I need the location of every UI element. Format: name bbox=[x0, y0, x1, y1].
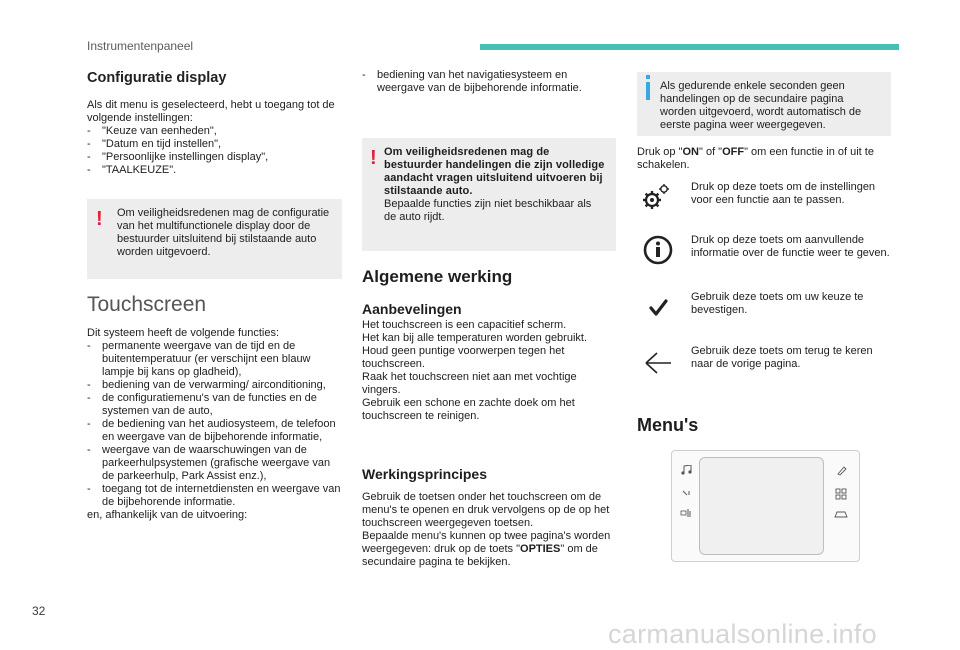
list-item: - weergave van de waarschuwingen van de parkeerhulpsystemen (grafische weergave van de parkeerhulp, Park Assist enz.), bbox=[87, 444, 342, 483]
principles-text-b: " om de secundaire pagina te bekijken. bbox=[362, 543, 598, 568]
list-item: - "TAALKEUZE". bbox=[87, 164, 342, 177]
opties-label: OPTIES bbox=[520, 543, 561, 555]
touchscreen-outro: en, afhankelijk van de uitvoering: bbox=[87, 509, 248, 521]
column-middle bbox=[362, 66, 616, 569]
menus-heading: Menu's bbox=[637, 415, 699, 435]
touchscreen-list-continued bbox=[362, 69, 616, 95]
watermark: carmanualsonline.info bbox=[608, 619, 877, 649]
header-accent-bar bbox=[480, 44, 899, 50]
list-item: - bediening van de verwarming/ airconditioning, bbox=[87, 379, 342, 392]
list-item: - permanente weergave van de tijd en de buitentemperatuur (er verschijnt een blauw lampje bij kans op gladheid), bbox=[87, 340, 342, 379]
list-item: - "Datum en tijd instellen", bbox=[87, 138, 342, 151]
config-list bbox=[87, 125, 342, 177]
settings-gear-icon bbox=[637, 181, 679, 213]
left-button-icons bbox=[680, 465, 694, 525]
recommendations-line: Het touchscreen is een capacitief scherm. bbox=[362, 319, 567, 331]
safety-warning-bold: Om veiligheidsredenen mag de bestuurder handelingen die zijn volledige aandacht vragen uitsluitend uitvoeren bij stilstaande auto. bbox=[384, 146, 605, 197]
on-off-mid: " of " bbox=[698, 146, 723, 158]
principles-heading: Werkingsprincipes bbox=[362, 466, 488, 482]
safety-warning-text: Bepaalde functies zijn niet beschikbaar als de auto rijdt. bbox=[384, 198, 592, 223]
list-item: - "Keuze van eenheden", bbox=[87, 125, 342, 138]
touchscreen-list bbox=[87, 340, 342, 509]
list-item: - "Persoonlijke instellingen display", bbox=[87, 151, 342, 164]
icon-row-text: Gebruik deze toets om uw keuze te bevestigen. bbox=[691, 291, 864, 316]
on-label: ON bbox=[682, 146, 699, 158]
icon-row-text: Gebruik deze toets om terug te keren naar de vorige pagina. bbox=[691, 345, 873, 370]
principles-text: Gebruik de toetsen onder het touchscreen om de menu's te openen en druk vervolgens op de op het touchscreen weergegeven toetsen. bbox=[362, 491, 610, 529]
icon-row-text: Druk op deze toets om de instellingen voor een functie aan te passen. bbox=[691, 181, 876, 206]
general-heading: Algemene werking bbox=[362, 267, 513, 286]
touchscreen-illustration bbox=[671, 450, 860, 562]
safety-warning-box bbox=[362, 138, 616, 251]
principles-text-a: Bepaalde menu's kunnen op twee pagina's worden weergegeven: druk op de toets " bbox=[362, 530, 611, 555]
config-warning-text: Om veiligheidsredenen mag de configuratie van het multifunctionele display door de bestuurder uitsluitend bij stilstaande auto worden uitgevoerd. bbox=[117, 207, 330, 258]
touchscreen-heading: Touchscreen bbox=[87, 293, 207, 316]
touchscreen-intro: Dit systeem heeft de volgende functies: bbox=[87, 327, 279, 339]
info-text: Als gedurende enkele seconden geen handelingen op de secundaire pagina worden uitgevoerd, wordt automatisch de eerste pagina weer weergegeven. bbox=[660, 80, 862, 131]
right-button-icons bbox=[834, 465, 848, 529]
info-mark-icon bbox=[646, 82, 650, 100]
on-off-text bbox=[637, 146, 891, 172]
recommendations-heading: Aanbevelingen bbox=[362, 301, 462, 317]
page-header-title: Instrumentenpaneel bbox=[87, 39, 194, 53]
recommendations-line: Gebruik een schone en zachte doek om het touchscreen te reinigen. bbox=[362, 397, 575, 422]
off-label: OFF bbox=[722, 146, 745, 158]
back-arrow-icon bbox=[637, 345, 679, 377]
warning-icon: ! bbox=[370, 147, 377, 169]
column-right bbox=[637, 66, 891, 435]
list-item: - de configuratiemenu's van de functies en de systemen van de auto, bbox=[87, 392, 342, 418]
principles-text-2 bbox=[362, 530, 616, 569]
config-heading: Configuratie display bbox=[87, 70, 227, 86]
on-off-post: " om een functie in of uit te schakelen. bbox=[637, 146, 874, 171]
config-intro: Als dit menu is geselecteerd, hebt u toegang tot de volgende instellingen: bbox=[87, 99, 335, 124]
list-item: - de bediening van het audiosysteem, de telefoon en weergave van de bijbehorende informatie, bbox=[87, 418, 342, 444]
touchscreen-display bbox=[699, 457, 824, 555]
recommendations-line: Raak het touchscreen niet aan met vochtige vingers. bbox=[362, 371, 577, 396]
config-warning-box bbox=[87, 199, 342, 279]
info-icon bbox=[637, 234, 679, 266]
on-off-pre: Druk op " bbox=[637, 146, 683, 158]
column-left bbox=[87, 66, 342, 522]
warning-icon: ! bbox=[96, 208, 103, 230]
list-item: - toegang tot de internetdiensten en weergave van de bijbehorende informatie. bbox=[87, 483, 342, 509]
list-item: - bediening van het navigatiesysteem en weergave van de bijbehorende informatie. bbox=[362, 69, 616, 95]
recommendations-line: Houd geen puntige voorwerpen tegen het touchscreen. bbox=[362, 345, 565, 370]
recommendations-line: Het kan bij alle temperaturen worden gebruikt. bbox=[362, 332, 588, 344]
checkmark-icon bbox=[637, 291, 679, 323]
icon-row-text: Druk op deze toets om aanvullende informatie over de functie weer te geven. bbox=[691, 234, 890, 259]
page-number: 32 bbox=[32, 604, 46, 618]
info-box bbox=[637, 72, 891, 136]
